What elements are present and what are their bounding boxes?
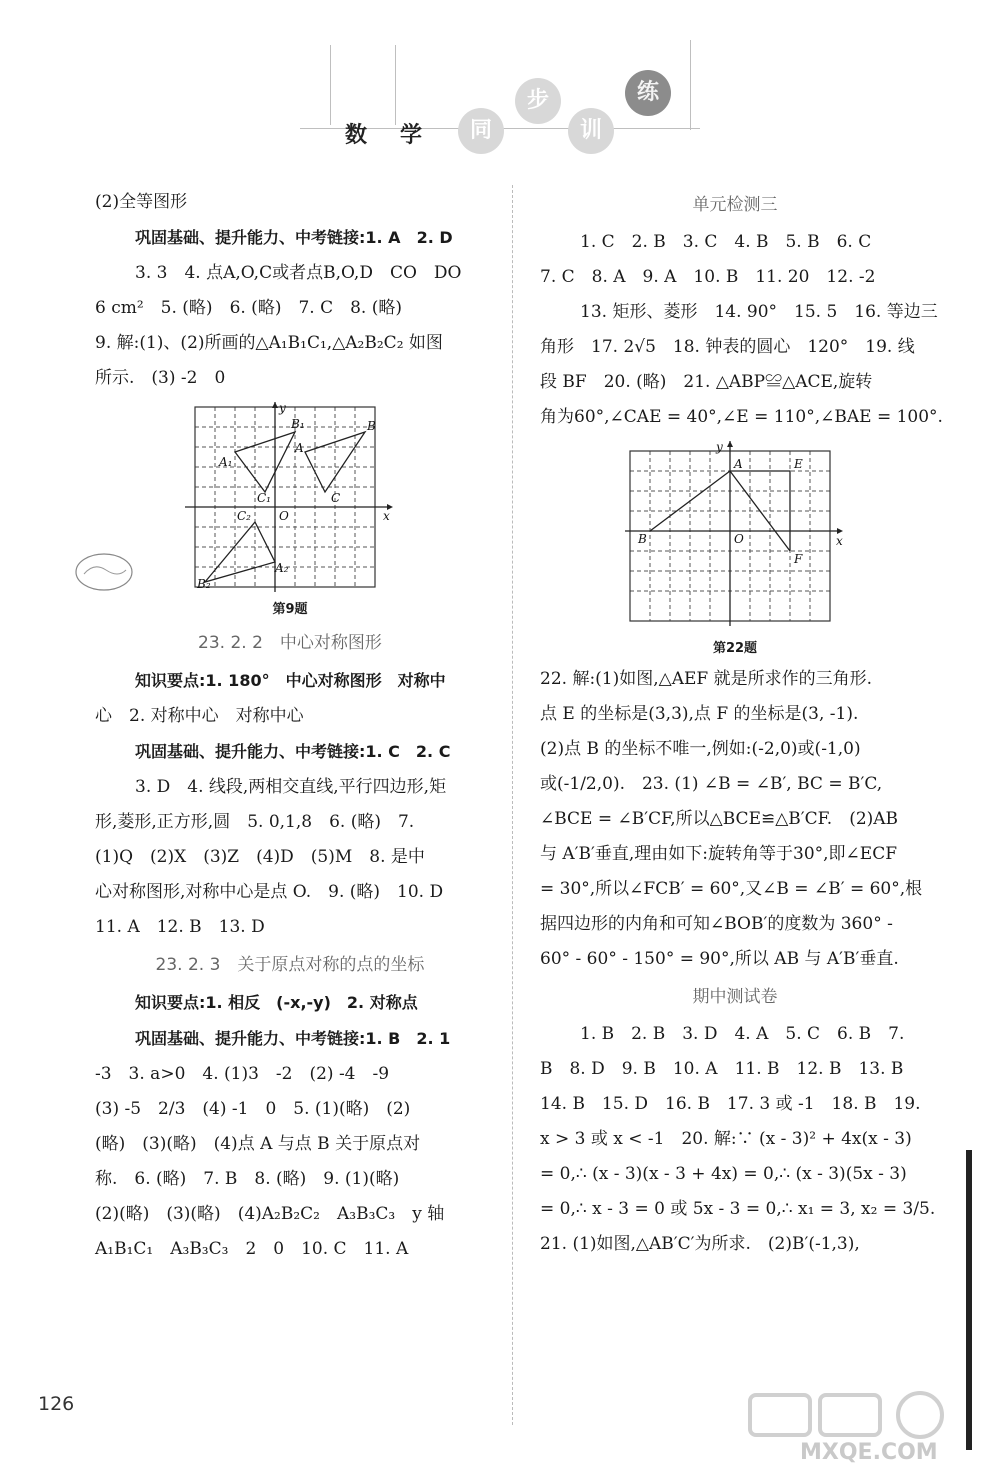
right-s1b-line-1: 22. 解:(1)如图,△AEF 就是所求作的三角形. — [540, 669, 873, 689]
fig22-label-y: y — [716, 441, 723, 454]
header-badge-4: 练 — [625, 70, 671, 116]
fig9-label-c2: C₂ — [237, 509, 251, 523]
right-s1-line-2: 7. C 8. A 9. A 10. B 11. 20 12. -2 — [540, 267, 876, 287]
right-s1b-line-8: 据四边形的内角和可知∠BOB′的度数为 360° - — [540, 914, 893, 934]
right-s1-line-6: 角为60°,∠CAE = 40°,∠E = 110°,∠BAE = 100°. — [540, 407, 943, 427]
section-23-2-3-title: 23. 2. 3 关于原点对称的点的坐标 — [155, 955, 425, 975]
fig22-label-e: E — [794, 457, 803, 471]
left-s1-line-4: 3. D 4. 线段,两相交直线,平行四边形,矩 — [135, 777, 447, 797]
figure-22-graph — [540, 441, 930, 631]
right-s2-line-1: 1. B 2. B 3. D 4. A 5. C 6. B 7. — [580, 1024, 905, 1044]
fig9-label-b: B — [367, 419, 376, 433]
left-line-2: 巩固基础、提升能力、中考链接:1. A 2. D — [135, 228, 453, 247]
header-subject-1: 数 — [345, 123, 368, 148]
right-s1b-line-9: 60° - 60° - 150° = 90°,所以 AB 与 A′B′垂直. — [540, 949, 899, 969]
header-rule-v2 — [395, 45, 396, 125]
left-s2-line-5: (略) (3)(略) (4)点 A 与点 B 关于原点对 — [95, 1134, 421, 1154]
right-s1-line-3: 13. 矩形、菱形 14. 90° 15. 5 16. 等边三 — [580, 302, 938, 322]
left-s2-line-3: -3 3. a>0 4. (1)3 -2 (2) -4 -9 — [95, 1064, 390, 1084]
right-s1b-line-2: 点 E 的坐标是(3,3),点 F 的坐标是(3, -1). — [540, 704, 859, 724]
left-line-3: 3. 3 4. 点A,O,C或者点B,O,D CO DO — [135, 263, 462, 283]
header-rule-v3 — [690, 40, 691, 130]
fig22-label-o: O — [734, 532, 744, 546]
fig9-label-o: O — [279, 509, 289, 523]
right-s2-line-2: B 8. D 9. B 10. A 11. B 12. B 13. B — [540, 1059, 904, 1079]
left-s2-line-7: (2)(略) (3)(略) (4)A₂B₂C₂ A₃B₃C₃ y 轴 — [95, 1204, 445, 1224]
right-s2-line-7: 21. (1)如图,△AB′C′为所求. (2)B′(-1,3), — [540, 1234, 860, 1254]
right-s1b-line-6: 与 A′B′垂直,理由如下:旋转角等于30°,即∠ECF — [540, 844, 898, 864]
figure-22-caption: 第22题 — [712, 641, 758, 656]
section-23-2-2-title: 23. 2. 2 中心对称图形 — [198, 633, 382, 653]
right-s1-line-1: 1. C 2. B 3. C 4. B 5. B 6. C — [580, 232, 872, 252]
fig22-label-a: A — [734, 457, 743, 471]
right-s1b-line-7: = 30°,所以∠FCB′ = 60°,又∠B = ∠B′ = 60°,根 — [540, 879, 923, 899]
fig9-label-a2: A₂ — [275, 561, 289, 575]
left-s1-line-7: 心对称图形,对称中心是点 O. 9. (略) 10. D — [95, 882, 444, 902]
figure-22 — [540, 441, 930, 662]
stamp-doodle — [72, 548, 136, 596]
right-s1b-line-4: 或(-1/2,0). 23. (1) ∠B = ∠B′, BC = B′C, — [540, 774, 883, 794]
left-column — [95, 185, 485, 1267]
right-s1-line-5: 段 BF 20. (略) 21. △ABP≌△ACE,旋转 — [540, 372, 873, 392]
left-s1-line-5: 形,菱形,正方形,圆 5. 0,1,8 6. (略) 7. — [95, 812, 415, 832]
left-s2-line-6: 称. 6. (略) 7. B 8. (略) 9. (1)(略) — [95, 1169, 400, 1189]
right-s1-line-4: 角形 17. 2√5 18. 钟表的圆心 120° 19. 线 — [540, 337, 915, 357]
header-badge-3: 训 — [568, 108, 614, 154]
left-s1-line-8: 11. A 12. B 13. D — [95, 917, 265, 937]
left-s1-line-3: 巩固基础、提升能力、中考链接:1. C 2. C — [135, 742, 451, 761]
right-s1b-line-3: (2)点 B 的坐标不唯一,例如:(-2,0)或(-1,0) — [540, 739, 861, 759]
midterm-test-title: 期中测试卷 — [692, 987, 778, 1007]
figure-9-graph — [95, 402, 485, 592]
right-s1b-line-5: ∠BCE = ∠B′CF,所以△BCE≌△B′CF. (2)AB — [540, 809, 899, 829]
left-s1-line-2: 心 2. 对称中心 对称中心 — [95, 706, 304, 726]
left-s2-line-1: 知识要点:1. 相反 (-x,-y) 2. 对称点 — [135, 993, 418, 1012]
left-line-5: 9. 解:(1)、(2)所画的△A₁B₁C₁,△A₂B₂C₂ 如图 — [95, 333, 443, 353]
right-s2-line-3: 14. B 15. D 16. B 17. 3 或 -1 18. B 19. — [540, 1094, 921, 1114]
header-rule-v1 — [330, 45, 331, 125]
fig9-label-a: A — [295, 441, 304, 455]
fig22-label-x: x — [836, 534, 843, 548]
left-line-4: 6 cm² 5. (略) 6. (略) 7. C 8. (略) — [95, 298, 402, 318]
column-divider — [512, 185, 513, 1425]
left-s1-line-1: 知识要点:1. 180° 中心对称图形 对称中 — [135, 671, 446, 690]
fig9-label-c: C — [331, 491, 341, 505]
left-line-6: 所示. (3) -2 0 — [95, 368, 226, 388]
right-s2-line-5: = 0,∴ (x - 3)(x - 3 + 4x) = 0,∴ (x - 3)(5x - 3) — [540, 1164, 907, 1184]
left-line-1: (2)全等图形 — [95, 192, 188, 212]
fig22-label-f: F — [794, 552, 803, 566]
fig9-label-b2: B₂ — [197, 577, 211, 591]
right-column — [540, 185, 943, 1262]
right-s2-line-4: x > 3 或 x < -1 20. 解:∵ (x - 3)² + 4x(x - 3) — [540, 1129, 912, 1149]
watermark-text: MXQE.COM — [800, 1440, 938, 1465]
left-s2-line-4: (3) -5 2/3 (4) -1 0 5. (1)(略) (2) — [95, 1099, 411, 1119]
fig22-label-b: B — [638, 532, 647, 546]
figure-9-caption: 第9题 — [272, 602, 308, 617]
page-edge-shadow — [966, 1150, 972, 1450]
fig9-label-b1: B₁ — [291, 417, 305, 431]
fig9-label-a1: A₁ — [219, 455, 233, 469]
header-subject-2: 学 — [400, 123, 423, 148]
fig9-label-x: x — [383, 509, 390, 523]
left-s2-line-8: A₁B₁C₁ A₃B₃C₃ 2 0 10. C 11. A — [95, 1239, 409, 1259]
header-badge-1: 同 — [458, 108, 504, 154]
fig9-label-c1: C₁ — [257, 491, 271, 505]
left-s2-line-2: 巩固基础、提升能力、中考链接:1. B 2. 1 — [135, 1029, 451, 1048]
figure-9 — [95, 402, 485, 623]
header-badge-2: 步 — [515, 78, 561, 124]
unit-test-3-title: 单元检测三 — [692, 195, 778, 215]
page-header — [300, 40, 720, 170]
right-s2-line-6: = 0,∴ x - 3 = 0 或 5x - 3 = 0,∴ x₁ = 3, x₂ = 3/5. — [540, 1199, 936, 1219]
fig9-label-y: y — [279, 402, 286, 415]
page-number: 126 — [38, 1393, 75, 1415]
left-s1-line-6: (1)Q (2)X (3)Z (4)D (5)M 8. 是中 — [95, 847, 425, 867]
